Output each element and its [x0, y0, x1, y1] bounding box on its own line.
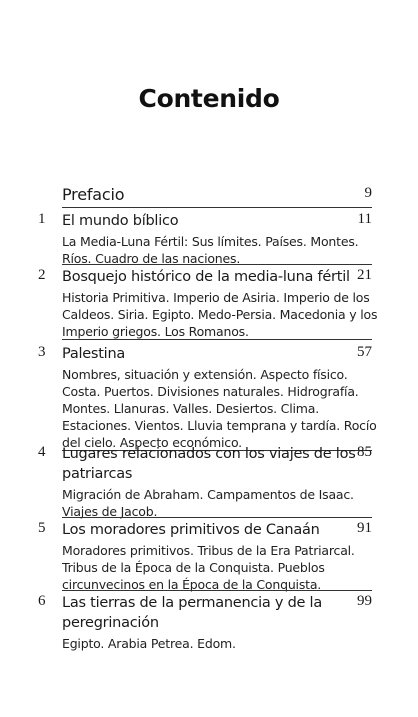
- page-title: Contenido: [138, 84, 280, 113]
- description-line: Viajes de Jacob.: [62, 504, 158, 519]
- description-line: Migración de Abraham. Campamentos de Isaac.: [62, 487, 354, 502]
- chapter-title-line: peregrinación: [62, 615, 159, 631]
- chapter-title: [62, 520, 320, 540]
- description-line: Egipto. Arabia Petrea. Edom.: [62, 636, 236, 651]
- description-line: Estaciones. Vientos. Lluvia temprana y tardía. Rocío: [62, 418, 377, 433]
- chapter-title-line: Los moradores primitivos de Canaán: [62, 522, 320, 538]
- chapter-description: [62, 233, 359, 267]
- chapter-title-line: Lugares relacionados con los viajes de los: [62, 446, 356, 462]
- chapter-title-line: Palestina: [62, 346, 126, 362]
- chapter-title: [62, 444, 356, 484]
- preface-label: Prefacio: [62, 185, 125, 204]
- chapter-page-number: 11: [357, 211, 372, 227]
- chapter-description: [62, 542, 355, 593]
- chapter-page-number: 57: [357, 344, 372, 360]
- description-line: La Media-Luna Fértil: Sus límites. Países. Montes.: [62, 234, 359, 249]
- description-line: circunvecinos en la Época de la Conquista.: [62, 577, 322, 592]
- divider: [62, 207, 372, 208]
- chapter-page-number: 91: [357, 520, 372, 536]
- preface-page-number: 9: [364, 185, 372, 201]
- chapter-number: 2: [38, 267, 46, 283]
- divider: [62, 264, 372, 265]
- chapter-description: [62, 635, 352, 652]
- chapter-number: 1: [38, 211, 46, 227]
- description-line: Tribus de la Época de la Conquista. Pueblos: [62, 560, 325, 575]
- chapter-number: 5: [38, 520, 46, 536]
- chapter-title-line: patriarcas: [62, 466, 133, 482]
- chapter-page-number: 85: [357, 444, 372, 460]
- chapter-description: [62, 366, 377, 451]
- chapter-title: [62, 211, 317, 231]
- description-line: Nombres, situación y extensión. Aspecto físico.: [62, 367, 348, 382]
- chapter-title: [62, 267, 350, 287]
- description-line: Moradores primitivos. Tribus de la Era Patriarcal.: [62, 543, 355, 558]
- chapter-number: 4: [38, 444, 46, 460]
- chapter-title-line: Las tierras de la permanencia y de la: [62, 595, 322, 611]
- description-line: Historia Primitiva. Imperio de Asiria. Imperio de los: [62, 290, 370, 305]
- description-line: Costa. Puertos. Divisiones naturales. Hidrografía.: [62, 384, 359, 399]
- description-line: Imperio griegos. Los Romanos.: [62, 324, 249, 339]
- chapter-number: 6: [38, 593, 46, 609]
- description-line: Caldeos. Siria. Egipto. Medo-Persia. Macedonia y los: [62, 307, 378, 322]
- chapter-description: [62, 289, 378, 340]
- divider: [62, 339, 372, 340]
- description-line: del cielo. Aspecto económico.: [62, 435, 242, 450]
- chapter-title: [62, 344, 317, 364]
- chapter-title: [62, 593, 322, 633]
- chapter-description: [62, 486, 352, 520]
- chapter-title-line: El mundo bíblico: [62, 213, 179, 229]
- description-line: Montes. Llanuras. Valles. Desiertos. Clima.: [62, 401, 319, 416]
- chapter-title-line: Bosquejo histórico de la media-luna fértil: [62, 269, 350, 285]
- toc-preface-entry[interactable]: [62, 185, 372, 205]
- chapter-page-number: 21: [357, 267, 372, 283]
- chapter-page-number: 99: [357, 593, 372, 609]
- divider: [62, 517, 372, 518]
- description-line: Ríos. Cuadro de las naciones.: [62, 251, 241, 266]
- chapter-number: 3: [38, 344, 46, 360]
- divider: [62, 590, 372, 591]
